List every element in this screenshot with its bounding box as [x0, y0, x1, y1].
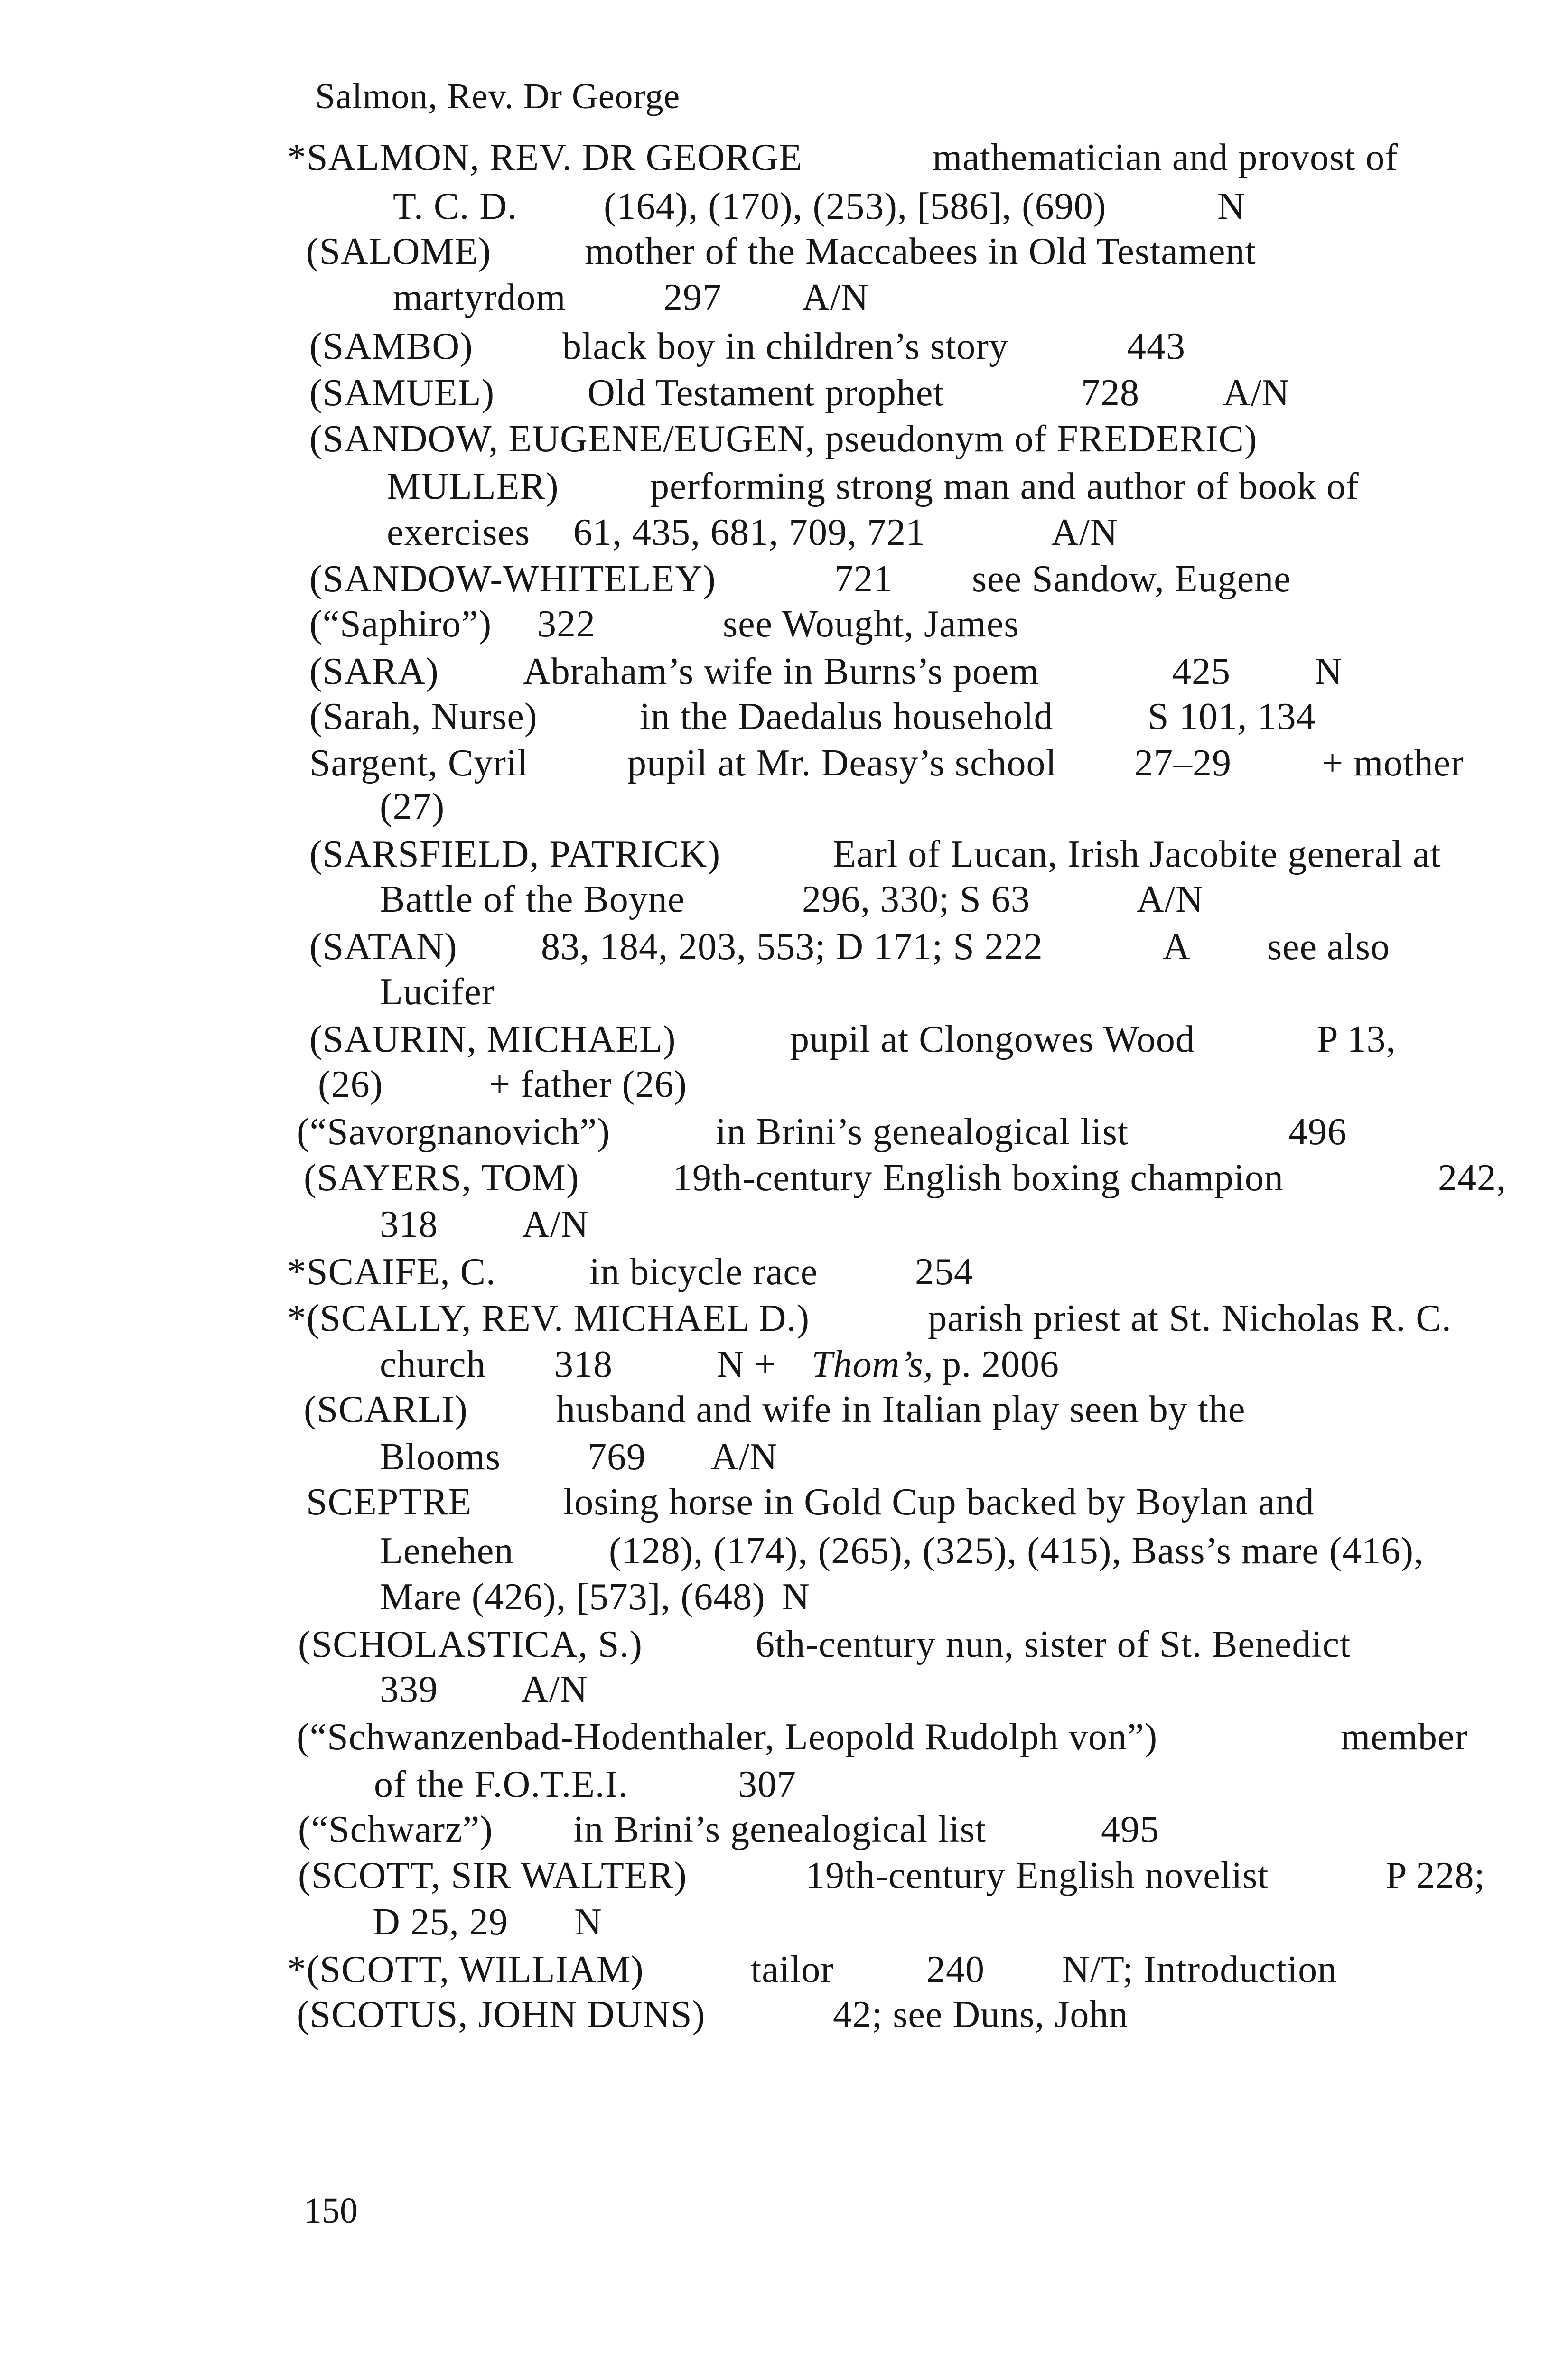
entry-line-37-segment-2: in Brini’s genealogical list [573, 1809, 987, 1850]
entry-line-28-segment-2: husband and wife in Italian play seen by the [556, 1389, 1246, 1430]
entry-line-5-segment-2: black boy in children’s story [562, 326, 1008, 367]
entry-line-35-segment-2: member [1341, 1716, 1468, 1758]
entry-line-23-lead: (SAYERS, TOM) [304, 1157, 579, 1199]
entry-line-33-segment-2: 6th-century nun, sister of St. Benedict [756, 1624, 1351, 1665]
entry-line-24-lead: 318 [380, 1204, 438, 1245]
entry-line-26-lead: *(SCALLY, REV. MICHAEL D.) [287, 1298, 810, 1339]
entry-line-22-segment-3: 496 [1288, 1111, 1347, 1153]
entry-line-11-segment-2: 322 [537, 603, 596, 645]
entry-line-25-lead: *SCAIFE, C. [287, 1251, 496, 1293]
entry-line-32-segment-2: N [782, 1576, 810, 1618]
entry-line-4-lead: martyrdom [393, 277, 566, 318]
entry-line-32-lead: Mare (426), [573], (648) [380, 1576, 765, 1618]
entry-line-31-segment-2: (128), (174), (265), (325), (415), Bass’s mare (416), [609, 1530, 1424, 1572]
entry-line-34-segment-2: A/N [521, 1669, 588, 1710]
entry-line-23-segment-3: 242, [1438, 1157, 1506, 1199]
entry-line-12-segment-2: Abraham’s wife in Burns’s poem [523, 651, 1039, 692]
entry-line-18-segment-3: A [1163, 926, 1191, 968]
entry-line-29-segment-3: A/N [711, 1436, 778, 1478]
entry-line-3-segment-2: mother of the Maccabees in Old Testament [585, 231, 1256, 272]
entry-line-10-lead: (SANDOW-WHITELEY) [309, 558, 716, 600]
entry-line-28-lead: (SCARLI) [304, 1389, 468, 1430]
entry-line-21-lead: (26) [318, 1064, 383, 1105]
entry-line-24-segment-2: A/N [522, 1204, 589, 1245]
entry-line-4-segment-2: 297 [663, 277, 722, 318]
entry-line-18-lead: (SATAN) [309, 926, 457, 968]
entry-line-27-segment-4: Thom’s, [812, 1344, 933, 1385]
entry-line-35-lead: (“Schwanzenbad-Hodenthaler, Leopold Rudolph von”) [297, 1716, 1158, 1758]
entry-line-39-segment-2: N [574, 1901, 602, 1943]
entry-line-40-segment-3: 240 [926, 1949, 985, 1990]
entry-line-10-segment-2: 721 [834, 558, 893, 600]
entry-line-19-lead: Lucifer [380, 971, 495, 1013]
entry-line-41-lead: (SCOTUS, JOHN DUNS) [297, 1994, 706, 2036]
entry-line-12-lead: (SARA) [309, 651, 439, 692]
entry-line-4-segment-3: A/N [802, 277, 869, 318]
entry-line-13-segment-3: S 101, 134 [1148, 696, 1316, 738]
entry-line-14-segment-4: + mother [1322, 742, 1464, 784]
entry-line-17-lead: Battle of the Boyne [380, 878, 685, 920]
entry-line-27-lead: church [380, 1344, 486, 1385]
entry-line-27-segment-2: 318 [554, 1344, 613, 1385]
entry-line-21-segment-2: + father (26) [489, 1064, 687, 1105]
entry-line-27-segment-5: p. 2006 [942, 1344, 1059, 1385]
entry-line-9-segment-3: A/N [1051, 512, 1118, 553]
entry-line-34-lead: 339 [380, 1669, 438, 1710]
entry-line-2-segment-3: N [1217, 186, 1245, 227]
page-number: 150 [304, 2191, 358, 2231]
entry-line-9-segment-2: 61, 435, 681, 709, 721 [573, 512, 925, 553]
entry-line-1-segment-2: mathematician and provost of [933, 137, 1399, 178]
entry-line-27-segment-3: N + [717, 1344, 776, 1385]
entry-line-5-lead: (SAMBO) [309, 326, 473, 367]
entry-line-2-segment-2: (164), (170), (253), [586], (690) [604, 186, 1107, 227]
entry-line-2-lead: T. C. D. [393, 186, 518, 227]
entry-line-7-lead: (SANDOW, EUGENE/EUGEN, pseudonym of FREDERIC) [309, 418, 1258, 460]
entry-line-14-lead: Sargent, Cyril [309, 742, 529, 784]
entry-line-29-lead: Blooms [380, 1436, 501, 1478]
entry-line-38-segment-2: 19th-century English novelist [806, 1855, 1269, 1897]
entry-line-25-segment-3: 254 [915, 1251, 973, 1293]
entry-line-3-lead: (SALOME) [306, 231, 492, 272]
entry-line-37-lead: (“Schwarz”) [298, 1809, 493, 1850]
entry-line-11-segment-3: see Wought, James [723, 603, 1019, 645]
entry-line-41-segment-2: 42; see Duns, John [833, 1994, 1129, 2036]
entry-line-17-segment-3: A/N [1137, 878, 1204, 920]
entry-line-37-segment-3: 495 [1101, 1809, 1159, 1850]
entry-line-31-lead: Lenehen [380, 1530, 514, 1572]
entry-line-29-segment-2: 769 [588, 1436, 646, 1478]
entry-line-6-lead: (SAMUEL) [309, 372, 495, 414]
entry-line-13-lead: (Sarah, Nurse) [309, 696, 538, 738]
entry-line-9-lead: exercises [387, 512, 531, 553]
entry-line-40-segment-4: N/T; Introduction [1062, 1949, 1337, 1990]
entry-line-38-lead: (SCOTT, SIR WALTER) [298, 1855, 687, 1897]
entry-line-18-segment-4: see also [1267, 926, 1391, 968]
entry-line-6-segment-2: Old Testament prophet [588, 372, 944, 414]
entry-line-10-segment-3: see Sandow, Eugene [972, 558, 1291, 600]
entry-line-25-segment-2: in bicycle race [589, 1251, 818, 1293]
entry-line-23-segment-2: 19th-century English boxing champion [673, 1157, 1284, 1199]
entry-line-20-segment-2: pupil at Clongowes Wood [790, 1018, 1195, 1060]
entry-line-20-lead: (SAURIN, MICHAEL) [309, 1018, 676, 1060]
running-head: Salmon, Rev. Dr George [315, 76, 681, 116]
entry-line-26-segment-2: parish priest at St. Nicholas R. C. [928, 1298, 1452, 1339]
entry-line-8-lead: MULLER) [387, 466, 559, 507]
entry-line-12-segment-3: 425 [1172, 651, 1231, 692]
entry-line-22-segment-2: in Brini’s genealogical list [716, 1111, 1129, 1153]
entry-line-14-segment-2: pupil at Mr. Deasy’s school [627, 742, 1057, 784]
entry-line-13-segment-2: in the Daedalus household [640, 696, 1054, 738]
entry-line-30-lead: SCEPTRE [306, 1481, 472, 1523]
entry-line-11-lead: (“Saphiro”) [309, 603, 492, 645]
entry-line-36-segment-2: 307 [738, 1764, 796, 1805]
entry-line-20-segment-3: P 13, [1317, 1018, 1396, 1060]
entry-line-17-segment-2: 296, 330; S 63 [802, 878, 1030, 920]
entry-line-18-segment-2: 83, 184, 203, 553; D 171; S 222 [541, 926, 1043, 968]
entry-line-6-segment-4: A/N [1223, 372, 1290, 414]
entry-line-16-lead: (SARSFIELD, PATRICK) [309, 833, 721, 875]
entry-line-36-lead: of the F.O.T.E.I. [374, 1764, 628, 1805]
entry-line-6-segment-3: 728 [1081, 372, 1139, 414]
entry-line-5-segment-3: 443 [1127, 326, 1185, 367]
entry-line-12-segment-4: N [1315, 651, 1343, 692]
entry-line-40-lead: *(SCOTT, WILLIAM) [287, 1949, 644, 1990]
entry-line-15-lead: (27) [380, 786, 445, 828]
entry-line-33-lead: (SCHOLASTICA, S.) [298, 1624, 643, 1665]
entry-line-30-segment-2: losing horse in Gold Cup backed by Boylan and [563, 1481, 1315, 1523]
entry-line-22-lead: (“Savorgnanovich”) [297, 1111, 610, 1153]
entry-line-40-segment-2: tailor [751, 1949, 834, 1990]
entry-line-14-segment-3: 27–29 [1134, 742, 1232, 784]
entry-line-1-lead: *SALMON, REV. DR GEORGE [287, 137, 803, 178]
entry-line-8-segment-2: performing strong man and author of book of [650, 466, 1359, 507]
entry-line-16-segment-2: Earl of Lucan, Irish Jacobite general at [833, 833, 1441, 875]
entry-line-38-segment-3: P 228; [1386, 1855, 1485, 1897]
entry-line-39-lead: D 25, 29 [373, 1901, 508, 1943]
